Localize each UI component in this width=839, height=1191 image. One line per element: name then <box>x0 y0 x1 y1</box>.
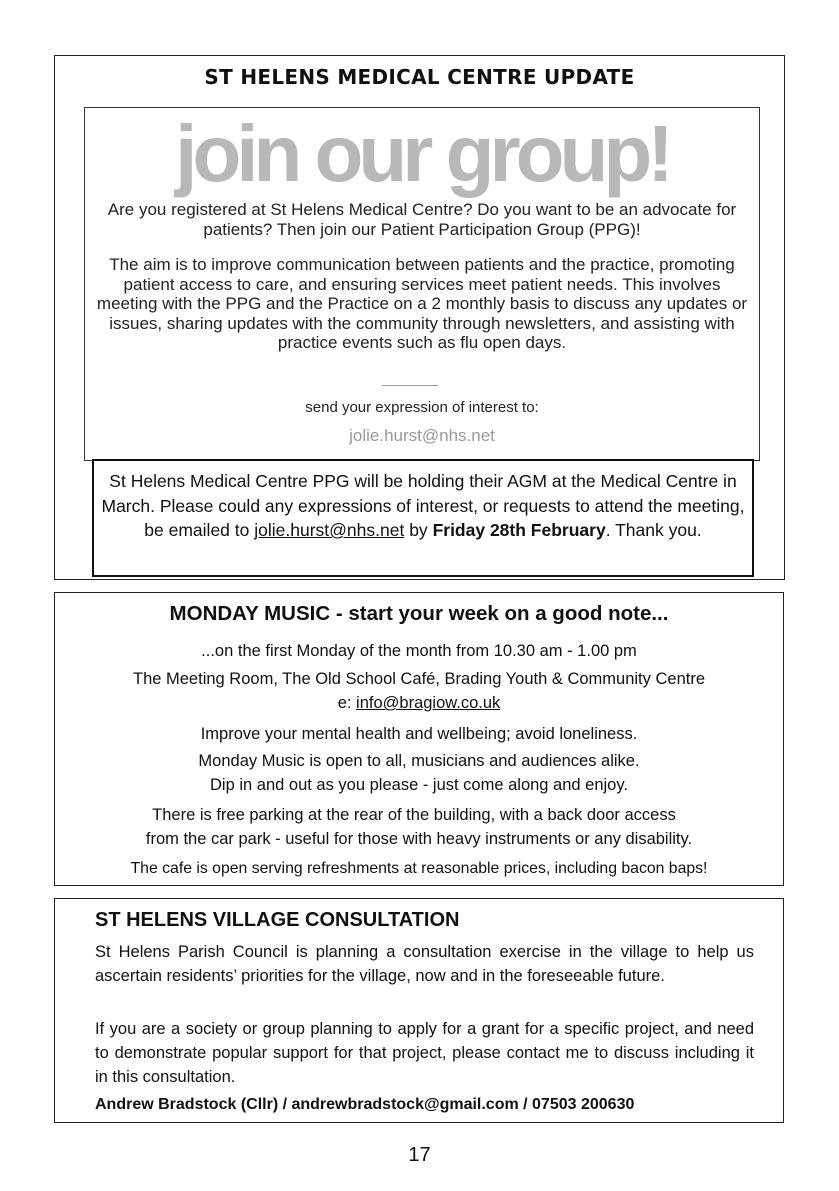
music-email-line <box>55 692 783 714</box>
agm-email-link[interactable]: jolie.hurst@nhs.net <box>254 520 405 540</box>
agm-text-by: by <box>409 520 428 540</box>
medical-section-title: ST HELENS MEDICAL CENTRE UPDATE <box>204 65 635 89</box>
agm-thanks: . Thank you. <box>605 520 702 540</box>
flyer-aim-paragraph: The aim is to improve communication between patients and the practice, promoting patient access to care, and ensuring services meet patient needs. This involves meeting with the PPG and the Practice on a 2 monthly basis to discuss any updates or issues, sharing updates with the community through newsletters, and assisting with practice events such as flu open days. <box>96 255 748 352</box>
music-open-line1: Monday Music is open to all, musicians and audiences alike. <box>198 752 640 770</box>
village-consultation-section <box>54 898 784 1123</box>
music-title: MONDAY MUSIC - start your week on a good note... <box>169 602 669 625</box>
flyer-intro-paragraph: Are you registered at St Helens Medical Centre? Do you want to be an advocate for patients? Then join our Patient Participation Group (PPG)! <box>107 200 737 239</box>
join-group-flyer <box>84 107 760 461</box>
music-parking-line1: There is free parking at the rear of the building, with a back door access <box>152 806 676 824</box>
monday-music-section <box>54 592 784 886</box>
consultation-title: ST HELENS VILLAGE CONSULTATION <box>95 909 460 931</box>
music-email-link[interactable]: info@bragiow.co.uk <box>356 694 501 712</box>
music-open-line2: Dip in and out as you please - just come along and enjoy. <box>210 776 628 794</box>
page-number: 17 <box>408 1144 431 1166</box>
music-schedule: ...on the first Monday of the month from 10.30 am - 1.00 pm <box>201 642 637 660</box>
agm-text: St Helens Medical Centre PPG will be holding their AGM at the Medical Centre in March. Please could any expressions of interest, or requests to attend the meeting, be emailed to <box>101 471 745 540</box>
music-parking-line2: from the car park - useful for those with heavy instruments or any disability. <box>145 830 693 848</box>
music-cafe: The cafe is open serving refreshments at reasonable prices, including bacon baps! <box>130 860 708 877</box>
flyer-send-label: send your expression of interest to: <box>305 399 539 416</box>
music-benefit: Improve your mental health and wellbeing; avoid loneliness. <box>200 725 638 743</box>
music-email-prefix: e: <box>337 694 352 712</box>
agm-notice <box>92 459 754 577</box>
music-venue: The Meeting Room, The Old School Café, Brading Youth & Community Centre <box>133 670 705 688</box>
flyer-heading: join our group! <box>175 109 669 198</box>
flyer-divider <box>382 385 438 386</box>
consultation-paragraph-2: If you are a society or group planning to apply for a grant for a specific project, and need to demonstrate popular support for that project, please contact me to discuss including it in this consultation. <box>95 1020 754 1086</box>
agm-deadline: Friday 28th February <box>432 520 606 540</box>
consultation-signature: Andrew Bradstock (Cllr) / andrewbradstock@gmail.com / 07503 200630 <box>95 1096 635 1113</box>
medical-centre-section <box>54 55 785 580</box>
consultation-paragraph-1: St Helens Parish Council is planning a consultation exercise in the village to help us ascertain residents’ priorities for the village, now and in the foreseeable future. <box>95 943 754 985</box>
flyer-email: jolie.hurst@nhs.net <box>349 426 495 445</box>
